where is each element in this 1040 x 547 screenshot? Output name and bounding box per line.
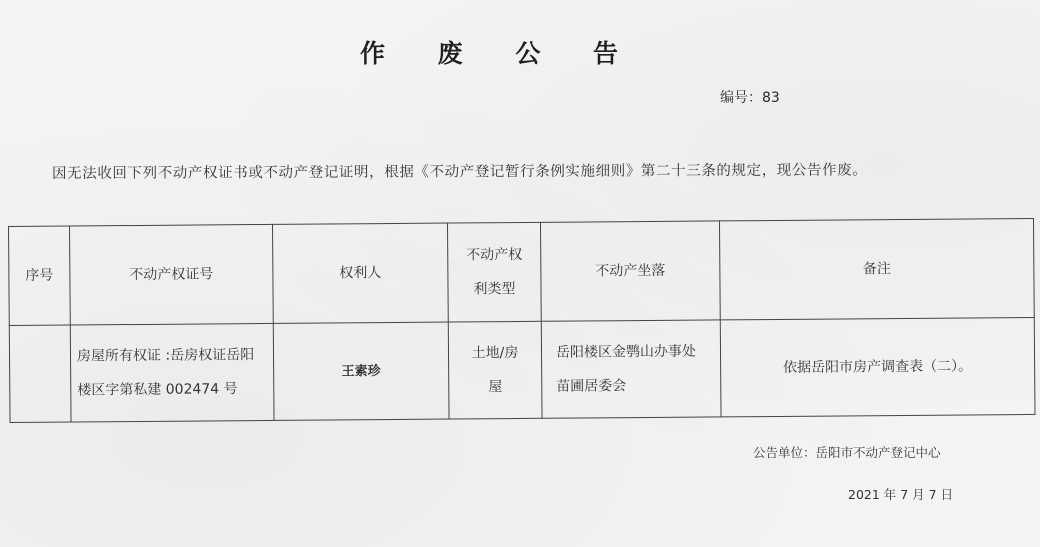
- notice-intro: 因无法收回下列不动产权证书或不动产登记证明，根据《不动产登记暂行条例实施细则》第二十三条的规定，现公告作废。: [51, 162, 868, 182]
- header-right-type-text: 不动产权利类型: [466, 246, 523, 298]
- notice-date: 2021 年 7 月 7 日: [848, 487, 954, 502]
- serial-number: [720, 87, 780, 107]
- serial-value: 83: [762, 90, 780, 106]
- issuer-line: 公告单位：岳阳市不动产登记中心: [753, 445, 941, 460]
- header-location: 不动产坐落: [540, 221, 720, 321]
- cell-remarks: 依据岳阳市房产调查表（二）。: [720, 317, 1035, 416]
- holder-name: 王素珍: [341, 363, 381, 379]
- table-header-row: [9, 218, 1035, 325]
- header-seq: 序号: [9, 226, 71, 325]
- header-remarks: 备注: [719, 218, 1034, 319]
- location-text: 岳阳楼区金鹗山办事处苗圃居委会: [555, 343, 697, 395]
- void-certificate-table: [8, 218, 1036, 423]
- cell-right-type: [448, 321, 542, 419]
- cell-seq: [9, 325, 71, 422]
- header-right-type: [447, 222, 541, 322]
- cell-cert-no: [70, 323, 274, 422]
- header-holder: 权利人: [272, 223, 448, 323]
- cert-no-text: 房屋所有权证 :岳房权证岳阳楼区字第私建 002474 号: [76, 347, 255, 399]
- right-type-text: 土地/房屋: [471, 344, 519, 396]
- cell-location: [541, 320, 721, 418]
- header-cert-no: 不动产权证号: [70, 224, 274, 325]
- serial-label: 编号：: [720, 90, 762, 106]
- cell-holder: [273, 322, 449, 420]
- notice-title: 作 废 公 告: [359, 39, 641, 68]
- table-row: [9, 317, 1035, 422]
